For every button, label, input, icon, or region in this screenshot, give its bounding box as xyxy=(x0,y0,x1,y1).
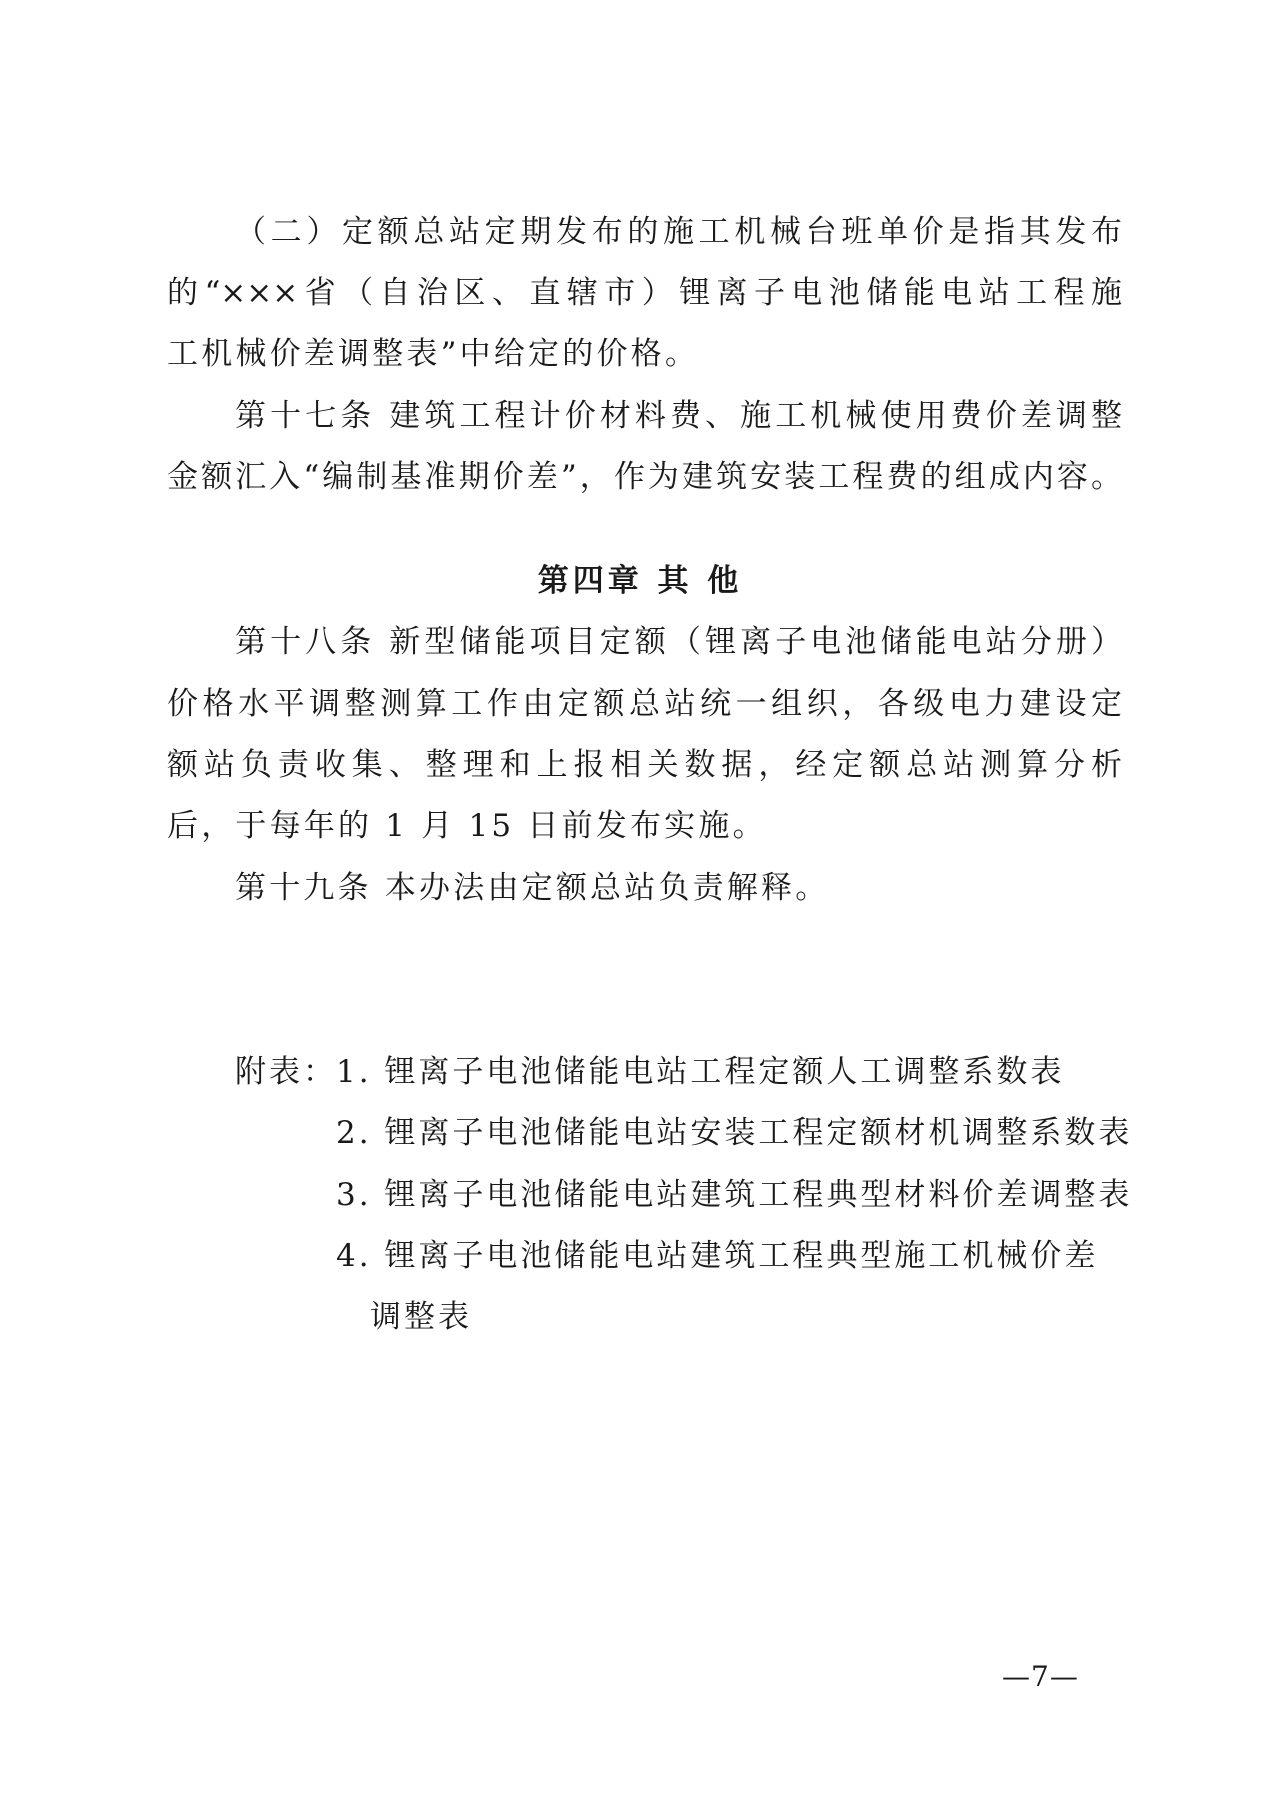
attachment-item: 2. 锂离子电池储能电站安装工程定额材机调整系数表 xyxy=(336,1115,1133,1151)
attachment-item: 4. 锂离子电池储能电站建筑工程典型施工机械价差 xyxy=(336,1238,1099,1274)
attachment-item: 1. 锂离子电池储能电站工程定额人工调整系数表 xyxy=(336,1054,1065,1090)
paragraph-line: 额站负责收集、整理和上报相关数据，经定额总站测算分析 xyxy=(167,747,1122,783)
paragraph-line: （二）定额总站定期发布的施工机械台班单价是指其发布 xyxy=(235,214,1122,250)
paragraph-line: 后，于每年的 1 月 15 日前发布实施。 xyxy=(167,808,767,844)
attachment-item-continuation: 调整表 xyxy=(370,1299,472,1335)
attachment-item: 3. 锂离子电池储能电站建筑工程典型材料价差调整表 xyxy=(336,1177,1133,1213)
paragraph-line: 第十七条 建筑工程计价材料费、施工机械使用费价差调整 xyxy=(235,398,1122,434)
page-number: —7— xyxy=(1002,1660,1079,1693)
paragraph-line: 金额汇入“编制基准期价差”，作为建筑安装工程费的组成内容。 xyxy=(167,459,1122,495)
attachments-label: 附表： xyxy=(235,1054,337,1090)
paragraph-line: 价格水平调整测算工作由定额总站统一组织，各级电力建设定 xyxy=(167,686,1122,722)
paragraph-line: 第十八条 新型储能项目定额（锂离子电池储能电站分册） xyxy=(235,624,1122,660)
paragraph-line: 工机械价差调整表”中给定的价格。 xyxy=(167,336,700,372)
chapter-heading: 第四章 其 他 xyxy=(537,563,743,599)
paragraph-line: 第十九条 本办法由定额总站负责解释。 xyxy=(235,870,830,906)
paragraph-line: 的“×××省（自治区、直辖市）锂离子电池储能电站工程施 xyxy=(167,275,1122,311)
